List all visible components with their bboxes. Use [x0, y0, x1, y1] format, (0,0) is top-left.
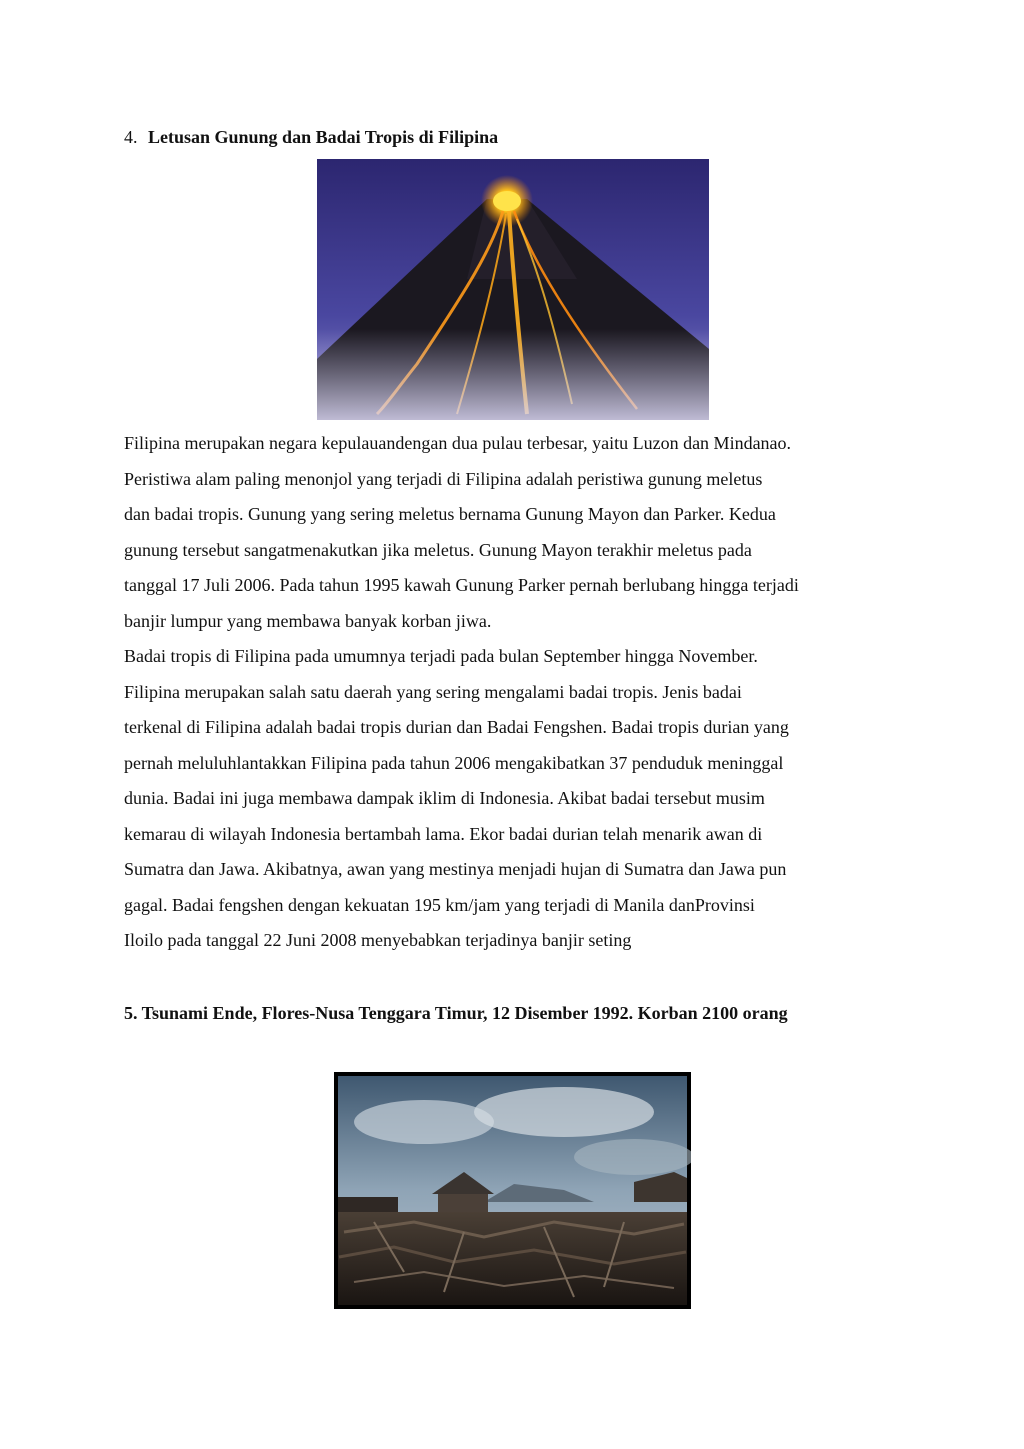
paragraph-line: tanggal 17 Juli 2006. Pada tahun 1995 kawah Gunung Parker pernah berlubang hingga terjadi [124, 575, 799, 595]
section-4-title: Letusan Gunung dan Badai Tropis di Filipina [148, 127, 499, 147]
paragraph-line: Filipina merupakan salah satu daerah yang sering mengalami badai tropis. Jenis badai [124, 681, 742, 702]
paragraph-line: Iloilo pada tanggal 22 Juni 2008 menyebabkan terjadinya banjir seting [124, 930, 632, 950]
volcano-eruption-photo [317, 159, 709, 420]
paragraph-line: pernah meluluhlantakkan Filipina pada tahun 2006 mengakibatkan 37 penduduk meninggal [124, 752, 784, 773]
paragraph-line: terkenal di Filipina adalah badai tropis durian dan Badai Fengshen. Badai tropis durian yang [124, 717, 789, 737]
paragraph-line: gunung tersebut sangatmenakutkan jika meletus. Gunung Mayon terakhir meletus pada [124, 539, 752, 560]
tsunami-ruins-photo [334, 1072, 691, 1309]
paragraph-line: Filipina merupakan negara kepulauandengan dua pulau terbesar, yaitu Luzon dan Mindanao. [124, 433, 792, 453]
paragraph-line: Sumatra dan Jawa. Akibatnya, awan yang mestinya menjadi hujan di Sumatra dan Jawa pun [124, 859, 787, 879]
section-5-heading: 5. Tsunami Ende, Flores-Nusa Tenggara Timur, 12 Disember 1992. Korban 2100 orang [124, 1003, 788, 1023]
paragraph-line: kemarau di wilayah Indonesia bertambah lama. Ekor badai durian telah menarik awan di [124, 823, 763, 844]
paragraph-line: dan badai tropis. Gunung yang sering meletus bernama Gunung Mayon dan Parker. Kedua [124, 504, 776, 524]
paragraph-line: banjir lumpur yang membawa banyak korban jiwa. [124, 610, 492, 631]
paragraph-line: gagal. Badai fengshen dengan kekuatan 195 km/jam yang terjadi di Manila danProvinsi [124, 894, 755, 915]
paragraph-line: dunia. Badai ini juga membawa dampak iklim di Indonesia. Akibat badai tersebut musim [124, 788, 765, 808]
section-4-paragraph-2 [124, 639, 924, 959]
paragraph-line: Peristiwa alam paling menonjol yang terjadi di Filipina adalah peristiwa gunung meletus [124, 468, 763, 489]
section-4-paragraph-1 [124, 426, 924, 639]
section-4-number: 4. [124, 127, 138, 147]
section-4-heading [124, 126, 498, 148]
paragraph-line: Badai tropis di Filipina pada umumnya terjadi pada bulan September hingga November. [124, 646, 758, 666]
